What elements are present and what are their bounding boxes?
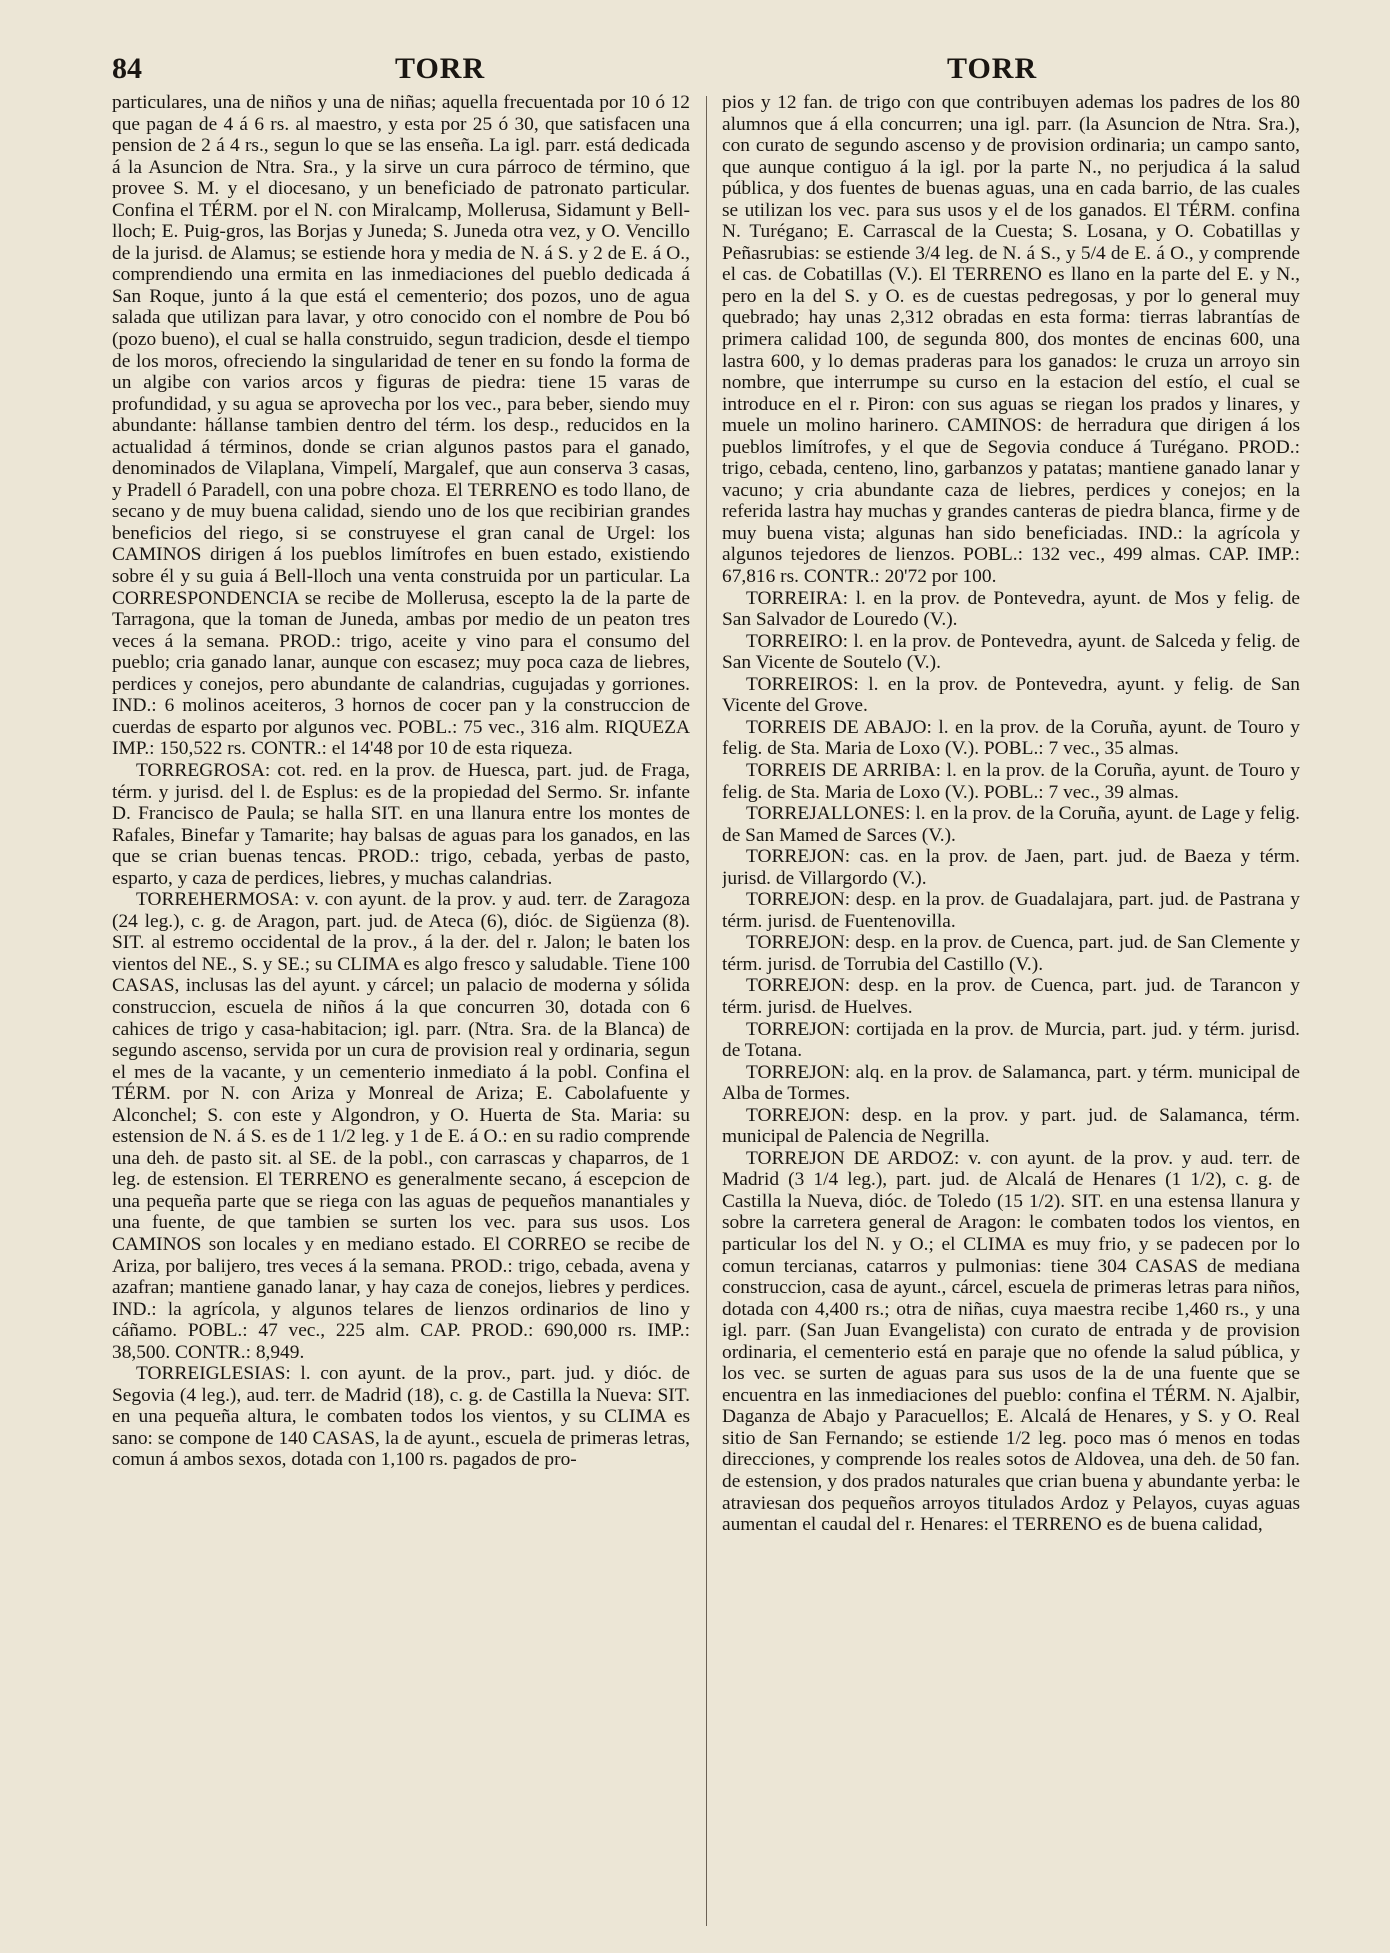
page-number: 84: [112, 52, 142, 85]
entry-torrejon-de-ardoz: TORREJON DE ARDOZ: v. con ayunt. de la prov. y aud. terr. de Madrid (3 1/4 leg.), part. jud. de Alcalá de Henares (1 1/2), c. g. de Castilla la Nueva, dióc. de Toledo (15 1/2). SIT. en una estensa llanura y sobre la carretera general de Aragon: le combaten todos los vientos, en particular los del N. y O.; el CLIMA es muy frio, y se padecen por lo comun tercianas, catarros y pulmonias: tiene 304 CASAS de mediana construccion, casa de ayunt., cárcel, escuela de primeras letras para niños, dotada con 4,400 rs.; otra de niñas, cuya maestra recibe 1,460 rs., y una igl. parr. (San Juan Evangelista) con curato de entrada y de provision ordinaria, el cementerio está en paraje que no ofende la salud pública, y los vec. se surten de aguas para sus usos de la de una fuente que se encuentra en las inmediaciones del pueblo: confina el TÉRM. N. Ajalbir, Daganza de Abajo y Paracuellos; E. Alcalá de Henares, y S. y O. Real sitio de San Fernando; se estiende 1/2 leg. poco mas ó menos en todas direcciones, y comprende los reales sotos de Aldovea, una deh. de 50 fan. de estension, y dos prados naturales que crian buena y abundante yerba: le atraviesan dos pequeños arroyos titulados Ardoz y Pelayos, cuyas aguas aumentan el caudal del r. Henares: el TERRENO es de buena calidad,: [722, 1147, 1300, 1536]
headword-right: TORR: [947, 52, 1038, 85]
running-header: [112, 52, 1308, 92]
entry-torreiros: TORREIROS: l. en la prov. de Pontevedra, ayunt. y felig. de San Vicente del Grove.: [722, 673, 1300, 717]
entry-torrejon: TORREJON: desp. en la prov. de Guadalajara, part. jud. de Pastrana y térm. jurisd. de Fuentenovilla.: [722, 889, 1300, 932]
entry-torreis-de-arriba: TORREIS DE ARRIBA: l. en la prov. de la Coruña, ayunt. de Touro y felig. de Sta. Maria de Loxo (V.). POBL.: 7 vec., 39 almas.: [722, 759, 1300, 803]
entry-torreira: TORREIRA: l. en la prov. de Pontevedra, ayunt. de Mos y felig. de San Salvador de Louredo (V.).: [722, 587, 1300, 631]
entry-torrejon: TORREJON: cortijada en la prov. de Murcia, part. jud. y térm. jurisd. de Totana.: [722, 1018, 1300, 1062]
entry-torrejon: TORREJON: desp. en la prov. de Cuenca, part. jud. de Tarancon y térm. jurisd. de Huelves.: [722, 975, 1300, 1018]
entry-torrejallones: TORREJALLONES: l. en la prov. de la Coruña, ayunt. de Lage y felig. de San Mamed de Sarces (V.).: [722, 803, 1300, 846]
left-column: [112, 92, 690, 1930]
right-column: [722, 92, 1300, 1930]
entry-torreiro: TORREIRO: l. en la prov. de Pontevedra, ayunt. de Salceda y felig. de San Vicente de Soutelo (V.).: [722, 630, 1300, 674]
entry-torrejon: TORREJON: desp. en la prov. y part. jud. de Salamanca, térm. municipal de Palencia de Negrilla.: [722, 1104, 1300, 1148]
entry-torrejon: TORREJON: cas. en la prov. de Jaen, part. jud. de Baeza y térm. jurisd. de Villargordo (V.).: [722, 846, 1300, 889]
entry-torrejon: TORREJON: desp. en la prov. de Cuenca, part. jud. de San Clemente y térm. jurisd. de Torrubia del Castillo (V.).: [722, 932, 1300, 975]
headword-left: TORR: [395, 52, 486, 85]
entry-torreis-de-abajo: TORREIS DE ABAJO: l. en la prov. de la Coruña, ayunt. de Touro y felig. de Sta. Maria de Loxo (V.). POBL.: 7 vec., 35 almas.: [722, 716, 1300, 760]
entry-torrejon: TORREJON: alq. en la prov. de Salamanca, part. y térm. municipal de Alba de Tormes.: [722, 1061, 1300, 1105]
entry-torregrosa: TORREGROSA: cot. red. en la prov. de Huesca, part. jud. de Fraga, térm. y jurisd. del l. de Esplus: es de la propiedad del Sermo. Sr. infante D. Francisco de Paula; se halla SIT. en una llanura entre los montes de Rafales, Binefar y Tamarite; hay balsas de aguas para los ganados, en las que se crian buenas tencas. PROD.: trigo, cebada, yerbas de pasto, esparto, y caza de perdices, liebres, y muchas calandrias.: [112, 759, 690, 889]
entry-continuation: particulares, una de niños y una de niñas; aquella frecuentada por 10 ó 12 que pagan de 4 á 6 rs. al maestro, y esta por 25 ó 30, que satisfacen una pension de 2 á 4 rs., segun lo que se las enseña. La igl. parr. está dedicada á la Asuncion de Ntra. Sra., y la sirve un cura párroco de término, que provee S. M. y el diocesano, y un beneficiado de patronato particular. Confina el TÉRM. por el N. con Miralcamp, Mollerusa, Sidamunt y Bell-lloch; E. Puig-gros, las Borjas y Juneda; S. Juneda otra vez, y O. Vencillo de la jurisd. de Alamus; se estiende hora y media de N. á S. y 2 de E. á O., comprendiendo una ermita en las inmediaciones del pueblo dedicada á San Roque, junto á la que está el cementerio; dos pozos, uno de agua salada que utilizan para lavar, y otro conocido con el nombre de Pou bó (pozo bueno), el cual se halla construido, segun tradicion, desde el tiempo de los moros, ofreciendo la singularidad de tener en su fondo la forma de un algibe con varios arcos y figuras de piedra: tiene 15 varas de profundidad, y su agua se aprovecha por los vec., para beber, siendo muy abundante: hállanse tambien dentro del térm. los desp., reducidos en la actualidad á términos, donde se crian algunos pastos para el ganado, denominados de Vilaplana, Vimpelí, Margalef, que aun conserva 3 casas, y Pradell ó Paradell, con una pobre choza. El TERRENO es todo llano, de secano y de muy buena calidad, siendo uno de los que recibirian grandes beneficios del riego, si se construyese el gran canal de Urgel: los CAMINOS dirigen á los pueblos limítrofes en buen estado, existiendo sobre él y su guia á Bell-lloch una venta construida por un particular. La CORRESPONDENCIA se recibe de Mollerusa, escepto la de la parte de Tarragona, que la toman de Juneda, ambas por medio de un peaton tres veces á la semana. PROD.: trigo, aceite y vino para el consumo del pueblo; cria ganado lanar, aunque con escasez; muy poca caza de liebres, perdices y conejos, pero abundante de calandrias, cugujadas y gorriones. IND.: 6 molinos aceiteros, 3 hornos de cocer pan y la construccion de cuerdas de esparto por algunos vec. POBL.: 75 vec., 316 alm. RIQUEZA IMP.: 150,522 rs. CONTR.: el 14'48 por 10 de esta riqueza.: [112, 92, 690, 760]
column-divider: [706, 96, 707, 1926]
entry-continuation: pios y 12 fan. de trigo con que contribuyen ademas los padres de los 80 alumnos que á ella concurren; una igl. parr. (la Asuncion de Ntra. Sra.), con curato de segundo ascenso y de provision ordinaria; un campo santo, que aunque contiguo á la igl. por la parte N., no perjudica á la salud pública, y dos fuentes de buenas aguas, una en cada barrio, de las cuales se utilizan los vec. para sus usos y el de los ganados. El TÉRM. confina N. Turégano; E. Carrascal de la Cuesta; S. Losana, y O. Cobatillas y Peñasrubias: se estiende 3/4 leg. de N. á S., y 5/4 de E. á O., y comprende el cas. de Cobatillas (V.). El TERRENO es llano en la parte del E. y N., pero en la del S. y O. es de cuestas pedregosas, y por lo general muy quebrado; hay unas 2,312 obradas en esta forma: tierras labrantías de primera calidad 100, de segunda 800, dos montes de encinas 600, una lastra 600, y lo demas praderas para los ganados: le cruza un arroyo sin nombre, que interrumpe su curso en la estacion del estío, el cual se introduce en el r. Piron: con sus aguas se riegan los prados y linares, y muele un molino harinero. CAMINOS: de herradura que dirigen á los pueblos limítrofes, y el que de Segovia conduce á Turégano. PROD.: trigo, cebada, centeno, lino, garbanzos y patatas; mantiene ganado lanar y vacuno; y cria abundante caza de liebres, perdices y conejos; en la referida lastra hay muchas y grandes canteras de piedra blanca, firme y de muy buena vista; algunas han sido beneficiadas. IND.: la agrícola y algunos tejedores de lienzos. POBL.: 132 vec., 499 almas. CAP. IMP.: 67,816 rs. CONTR.: 20'72 por 100.: [722, 92, 1300, 588]
entry-torreiglesias: TORREIGLESIAS: l. con ayunt. de la prov., part. jud. y dióc. de Segovia (4 leg.), aud. terr. de Madrid (18), c. g. de Castilla la Nueva: SIT. en una pequeña altura, le combaten todos los vientos, y su CLIMA es sano: se compone de 140 CASAS, la de ayunt., escuela de primeras letras, comun á ambos sexos, dotada con 1,100 rs. pagados de pro-: [112, 1363, 690, 1471]
entry-torrehermosa: TORREHERMOSA: v. con ayunt. de la prov. y aud. terr. de Zaragoza (24 leg.), c. g. de Aragon, part. jud. de Ateca (6), dióc. de Sigüenza (8). SIT. al estremo occidental de la prov., á la der. del r. Jalon; le baten los vientos del NE., S. y SE.; su CLIMA es algo fresco y saludable. Tiene 100 CASAS, inclusas las del ayunt. y cárcel; un palacio de moderna y sólida construccion, escuela de niños á la que concurren 30, dotada con 6 cahices de trigo y casa-habitacion; igl. parr. (Ntra. Sra. de la Blanca) de segundo ascenso, servida por un cura de provision real y ordinaria, segun el mes de la vacante, y un cementerio inmediato á la pobl. Confina el TÉRM. por N. con Ariza y Monreal de Ariza; E. Cabolafuente y Alconchel; S. con este y Algondron, y O. Huerta de Sta. Maria: su estension de N. á S. es de 1 1/2 leg. y 1 de E. á O.: en su radio comprende una deh. de pasto sit. al SE. de la pobl., con carrascas y chaparros, de 1 leg. de estension. El TERRENO es generalmente secano, á escepcion de una pequeña parte que se riega con las aguas de pequeños manantiales y una fuente, de que tambien se surten los vec. para sus usos. Los CAMINOS son locales y en mediano estado. El CORREO se recibe de Ariza, por balijero, tres veces á la semana. PROD.: trigo, cebada, avena y azafran; mantiene ganado lanar, y hay caza de conejos, liebres y perdices. IND.: la agrícola, y algunos telares de lienzos ordinarios de lino y cáñamo. POBL.: 47 vec., 225 alm. CAP. PROD.: 690,000 rs. IMP.: 38,500. CONTR.: 8,949.: [112, 889, 690, 1363]
